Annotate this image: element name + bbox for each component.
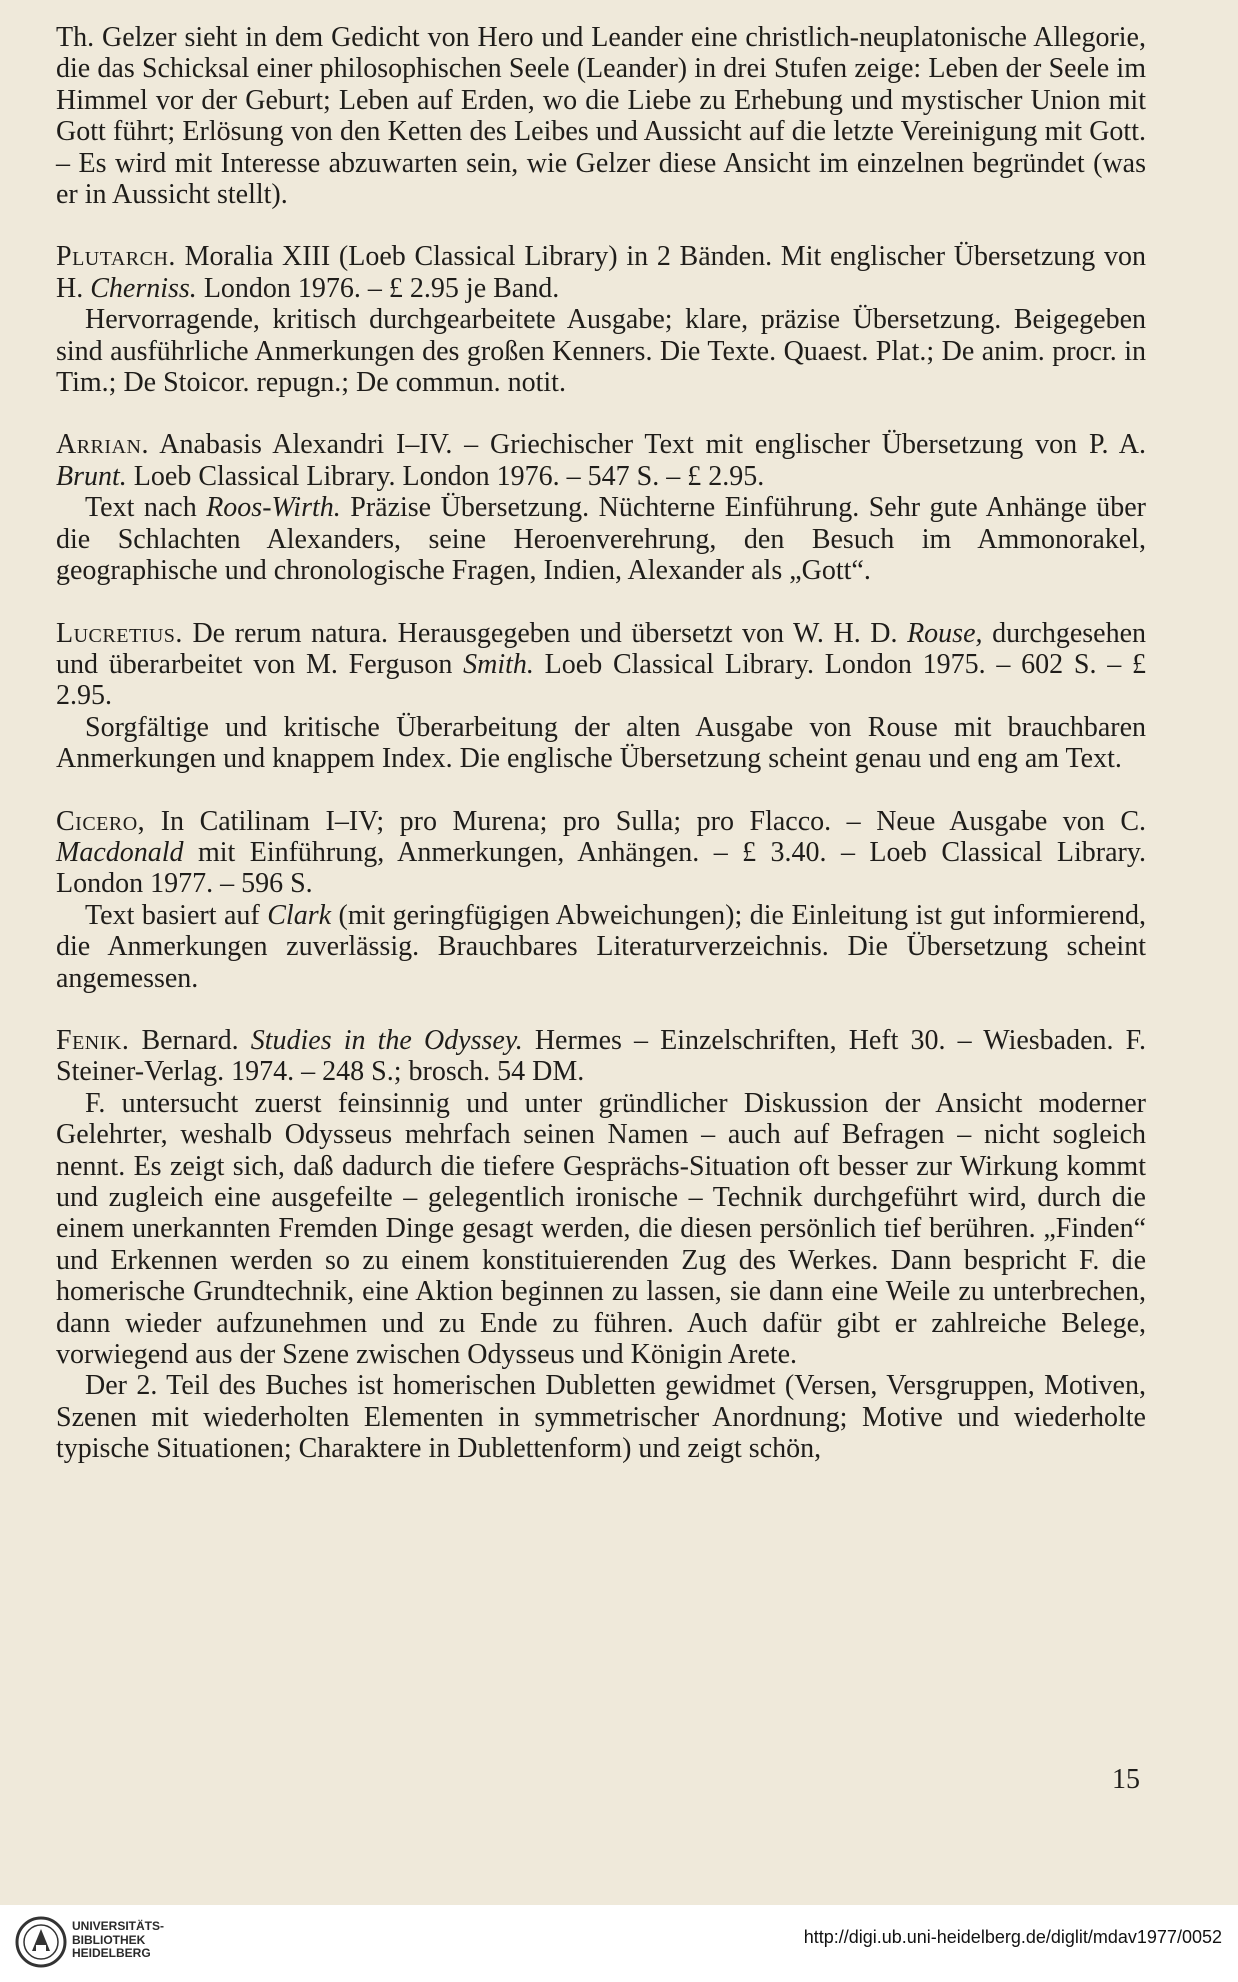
- review-paragraph: Sorgfältige und kritische Überarbeitung der alten Ausgabe von Rouse mit brauchbaren Anmerkungen und knappem Index. Die englische Übersetzung scheint genau und eng am Text.: [56, 711, 1146, 775]
- citation-text: mit Einführung, Anmerkungen, Anhängen. – £ 3.40. – Loeb Classical Library. London 1977. – 596 S.: [56, 836, 1146, 900]
- author-name: Plutarch.: [56, 241, 176, 273]
- page-text: [56, 22, 1146, 1465]
- review-paragraph: [56, 492, 1146, 586]
- editor-name: Rouse,: [907, 617, 983, 649]
- bibliographic-entry-lucretius: [56, 618, 1146, 712]
- author-name: Lucretius.: [56, 617, 183, 649]
- editor-name: Brunt.: [56, 460, 127, 492]
- source-url-link[interactable]: http://digi.ub.uni-heidelberg.de/diglit/mdav1977/0052: [803, 1927, 1222, 1947]
- bibliographic-entry-cicero: [56, 806, 1146, 900]
- citation-text: durchgesehen und überarbeitet von M. Ferguson: [56, 617, 1147, 680]
- review-paragraph: Hervorragende, kritisch durchgearbeitete Ausgabe; klare, präzise Übersetzung. Beigegeben sind ausführliche Anmerkungen des großen Kenners. Die Texte. Quaest. Plat.; De anim. procr. in Tim.; De Stoicor. repugn.; De commun. notit.: [56, 304, 1146, 399]
- author-name: Arrian.: [56, 429, 149, 461]
- bibliographic-entry-arrian: [56, 429, 1146, 492]
- institution-line: HEIDELBERG: [72, 1946, 151, 1960]
- review-reference: Roos-Wirth.: [206, 492, 341, 524]
- intro-paragraph: Th. Gelzer sieht in dem Gedicht von Hero und Leander eine christlich-neuplatonische Allegorie, die das Schicksal einer philosophischen Seele (Leander) in drei Stufen zeige: Leben der Seele im Himmel vor der Geburt; Leben auf Erden, wo die Liebe zu Erhebung und mystischer Union mit Gott führt; Erlösung von den Ketten des Leibes und Aussicht auf die letzte Vereinigung mit Gott. – Es wird mit Interesse abzuwarten sein, wie Gelzer diese Ansicht im einzelnen begründet (was er in Aussicht stellt).: [56, 22, 1146, 211]
- book-title: Studies in the Odyssey.: [250, 1024, 523, 1056]
- editor-name: Macdonald: [56, 836, 184, 868]
- review-text: Text nach: [85, 492, 207, 524]
- author-name: Fenik.: [56, 1024, 130, 1056]
- citation-text: Loeb Classical Library. London 1976. – 547 S. – £ 2.95.: [126, 460, 765, 492]
- editor-name: Cherniss.: [90, 272, 197, 304]
- page-number: 15: [1112, 1764, 1140, 1795]
- bibliographic-entry-fenik: [56, 1025, 1146, 1088]
- bibliographic-entry-plutarch: [56, 241, 1146, 304]
- review-paragraph: [56, 900, 1146, 994]
- review-text: Präzise Übersetzung. Nüchterne Einführung. Sehr gute Anhänge über die Schlachten Alexanders, seine Heroenverehrung, den Besuch im Ammonorakel, geographische und chronologische Fragen, Indien, Alexander als „Gott“.: [56, 492, 1147, 587]
- citation-text: Loeb Classical Library. London 1975. – 602 S. – £ 2.95.: [56, 648, 1147, 712]
- review-text: Text basiert auf: [85, 899, 268, 931]
- institution-name: [72, 1920, 164, 1961]
- citation-text: Bernard.: [129, 1024, 251, 1056]
- author-name: Cicero,: [56, 805, 146, 837]
- editor-name: Smith.: [463, 648, 534, 680]
- review-paragraph: Der 2. Teil des Buches ist homerischen Dubletten gewidmet (Versen, Versgruppen, Motiven, Szenen mit wiederholten Elementen in symmetrischer Anordnung; Motive und wiederholte typische Situationen; Charaktere in Dublettenform) und zeigt schön,: [56, 1370, 1146, 1465]
- institution-line: UNIVERSITÄTS-: [72, 1919, 165, 1933]
- review-text: (mit geringfügigen Abweichungen); die Einleitung ist gut informierend, die Anmerkungen zuverlässig. Brauchbares Literaturverzeichnis. Die Übersetzung scheint angemessen.: [56, 899, 1147, 994]
- citation-text: Hermes – Einzelschriften, Heft 30. – Wiesbaden. F. Steiner-Verlag. 1974. – 248 S.; brosch. 54 DM.: [56, 1024, 1146, 1088]
- citation-text: Moralia XIII (Loeb Classical Library) in 2 Bänden. Mit englischer Übersetzung von H.: [56, 241, 1146, 304]
- review-reference: Clark: [267, 899, 332, 931]
- citation-text: Anabasis Alexandri I–IV. – Griechischer Text mit englischer Übersetzung von P. A.: [148, 429, 1146, 461]
- citation-text: In Catilinam I–IV; pro Murena; pro Sulla; pro Flacco. – Neue Ausgabe von C.: [145, 805, 1146, 837]
- review-paragraph: F. untersucht zuerst feinsinnig und unter gründlicher Diskussion der Ansicht moderner Gelehrter, weshalb Odysseus mehrfach seinen Namen – auch auf Befragen – nicht sogleich nennt. Es zeigt sich, daß dadurch die tiefere Gesprächs-Situation oft besser zur Wirkung kommt und zugleich eine ausgefeilte – gelegentlich ironische – Technik durchgeführt wird, durch die einem unerkannten Fremden Dinge gesagt werden, die diesen persönlich tief berühren. „Finden“ und Erkennen werden so zu einem konstituierenden Zug des Werkes. Dann bespricht F. die homerische Grundtechnik, eine Aktion beginnen zu lassen, sie dann eine Weile zu unterbrechen, dann wieder aufzunehmen und zu Ende zu führen. Auch dafür gibt er zahlreiche Belege, vorwiegend aus der Szene zwischen Odysseus und Königin Arete.: [56, 1087, 1146, 1371]
- citation-text: London 1976. – £ 2.95 je Band.: [196, 272, 560, 304]
- citation-text: De rerum natura. Herausgegeben und übersetzt von W. H. D.: [182, 617, 908, 649]
- institution-line: BIBLIOTHEK: [72, 1932, 146, 1947]
- university-seal-icon: [14, 1915, 68, 1969]
